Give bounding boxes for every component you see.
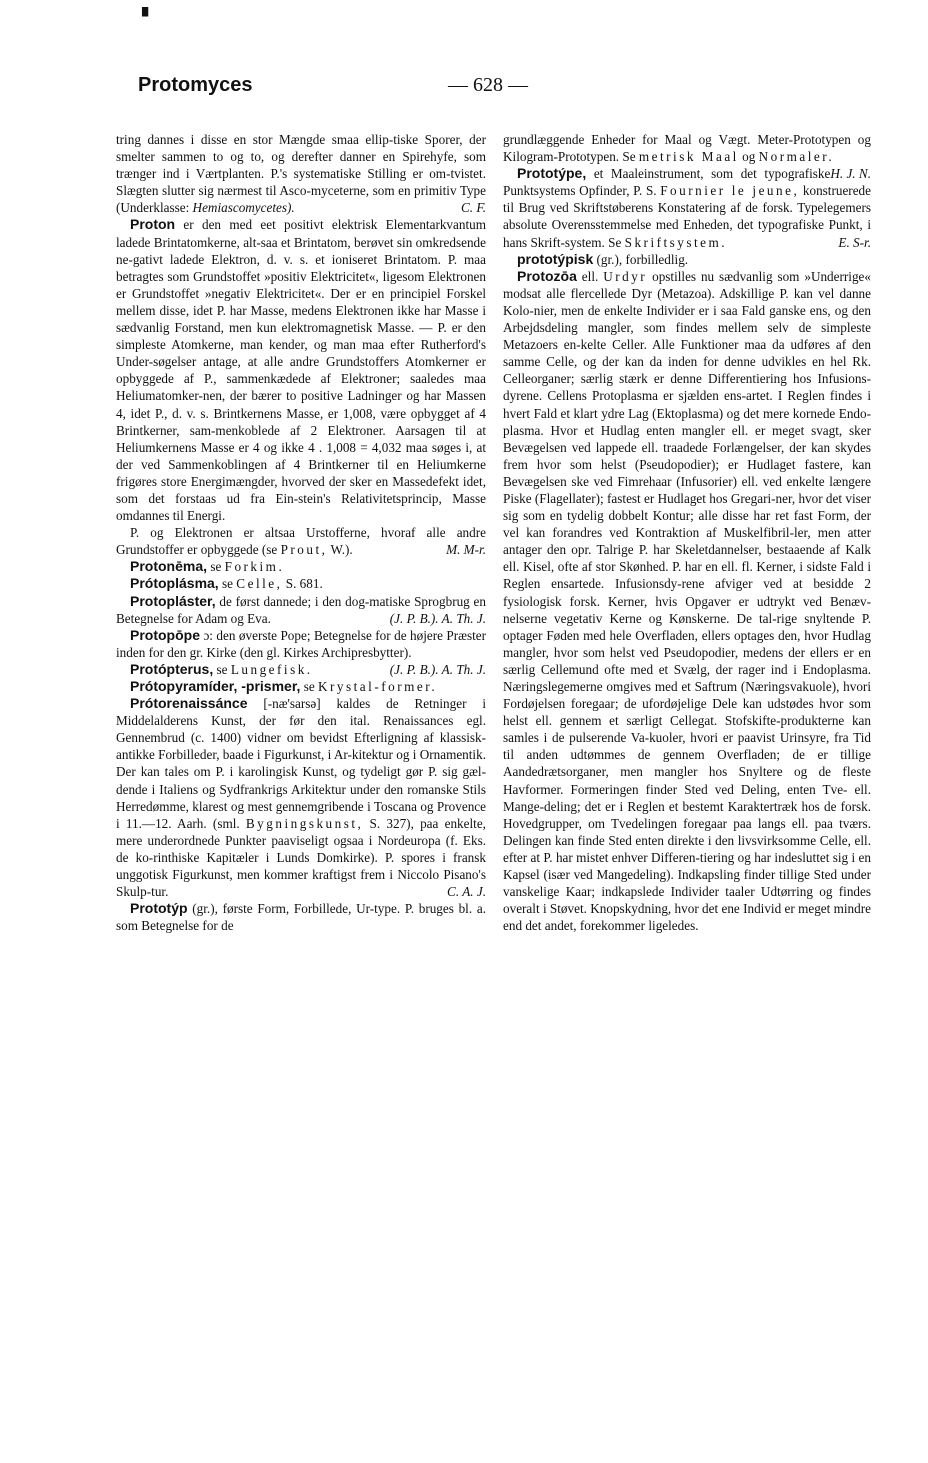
headword: Protozōa (517, 267, 577, 284)
cross-reference: Lungefisk. (230, 661, 313, 677)
headword: Protopláster, (130, 592, 216, 609)
headword: prototýpisk (517, 250, 594, 267)
entry-protoplaster: Protopláster, de først dannede; i den dog-matiske Sprogbrug en Betegnelse for Adam og Eva. (J. P. B.). A. Th. J. (116, 592, 486, 626)
running-head: Protomyces (138, 74, 253, 96)
signature: (J. P. B.). A. Th. J. (389, 661, 486, 677)
headword: Prótoplásma, (130, 575, 219, 592)
signature: C. F. (460, 200, 486, 216)
entry-protomyces-continuation: tring dannes i disse en stor Mængde smaa ellip-tiske Sporer, der smelter sammen to og to, og derefter danner en Spirehyfe, som trænger ind i Værtplanten. P.'s systematiske Stilling er om-tvistet. Slægten slutter sig nærmest til Asco-myceterne, som en primitiv Type (Underklasse: Hemiascomycetes). C. F. (116, 132, 486, 216)
signature: C. A. J. (447, 884, 486, 900)
cross-reference: Normaler. (758, 149, 835, 165)
signature: M. M-r. (446, 542, 486, 558)
cross-reference: Forkim. (224, 559, 285, 575)
entry-prototype: Prototýpe, et Maaleinstrument, som det typografiske Punktsystems Opfinder, P. S. Fournier le jeune, konstruerede til Brug ved Skriftstøberens Konstatering af de forsk. Typelegemers absolute Overensstemmelse med Enheden, det typografiske Punkt, i hans Skrift-system. Se Skriftsystem. E. S-r. (503, 165, 871, 250)
entry-proton-paragraph-2: P. og Elektronen er altsaa Urstofferne, hvoraf alle andre Grundstoffer er opbyggede (se Prout, W.). M. M-r. (116, 525, 486, 558)
headword: Protonēma, (130, 558, 208, 575)
synonym: Urdyr (603, 268, 648, 284)
entry-protopyramider: Prótopyramíder, -prismer, se Krystal-former. (130, 678, 438, 694)
signature: E. S-r. (838, 234, 871, 250)
signature: H. J. N. (830, 166, 871, 182)
headword: Prótorenaissánce (130, 695, 248, 712)
entry-protorenaissance: Prótorenaissánce [-næ'sarsə] kaldes de Retninger i Middelalderens Kunst, der før den ital. Renaissances egl. Gennembrud (c. 1400) vidner om bevidst Efterligning af klassisk-antikke Forbilleder, baade i Figurkunst, i Ar-kitektur og i Ornamentik. Der kan tales om P. i karolingisk Kunst, og tydeligt gør P. sig gæl-dende i Italiens og Sydfrankrigs Arkitektur under den romanske Stils Herredømme, klarest og mest gennemgribende i Toscana og Provence i 11.—12. Aarh. (sml. Bygningskunst, S. 327), paa enkelte, mere underordnede Punkter paaviseligt ogsaa i Nordeuropa (f. Eks. de ko-rinthiske Kapitæler i Lunds Domkirke). P. spores i fransk unggotisk Figurkunst, men kommer kraftigst frem i Niccolo Pisano's Skulp-tur. C. A. J. (116, 695, 486, 900)
entry-protonema: Protonēma, se Forkim. (130, 558, 285, 575)
headword: Protópterus, (130, 660, 214, 677)
entry-prototyp: Prototýp (gr.), første Form, Forbillede, Ur-type. P. bruges bl. a. som Betegnelse for de (116, 900, 486, 934)
headword: Prototýp (130, 900, 188, 917)
entry-proton: Proton er den med eet positivt elektrisk Elementarkvantum ladede Brintatomkerne, alt-saa et Brintatom, berøvet sin omkredsende ne-gativt ladede Elektron, d. v. s. et ioniseret Brintatom. P. maa betragtes som Grundstoffet »positiv Elektricitet«, ligesom Elektronen er Grundstoffet »negativ Elektricitet«. Der er en principiel Forskel mellem disse, idet P. har Masse, medens Elektronen ikke har Masse i sædvanlig Forstand, men kun elektromagnetisk Masse. — P. er den simpleste Atomkerne, man kender, og man maa efter Rutherford's Under-søgelser antage, at alle andre Grundstoffers Atomkerner er opbyggede af P., sammenkædede af Elektroner; saaledes maa Heliumatomker-nen, der bærer to positive Ladninger og har Massen 4, idet P., d. v. s. Brintkernens Masse, er 1,008, være opbygget af 4 Brintkerner, sam-menkoblede af 2 Elektroner. Aarsagen til at Heliumkernens Masse er 4 og ikke 4 . 1,008 = 4,032 maa søges i, at der ved Sammenkoblingen af 4 Brintkerner til en Heliumkerne frigøres store Energimængder, hvorved der sker en Massedefekt idet, som det forstaas ud fra Ein-stein's Relativitetsprincip, Masse omdannes til Energi. (116, 216, 486, 524)
page-number: — 628 — (448, 74, 528, 96)
entry-protopope: Protopōpe ɔ: den øverste Pope; Betegnelse for de højere Præster inden for den gr. Kirke (den gl. Kirkes Archipresbytter). (J. P. B.). A. Th. J. (116, 626, 486, 677)
entry-protopterus: Protópterus, se Lungefisk. (130, 660, 313, 677)
signature: (J. P. B.). A. Th. J. (389, 610, 486, 626)
left-column (116, 131, 486, 934)
headword: Proton (130, 216, 176, 233)
person-name: Fournier le jeune, (660, 183, 800, 199)
headword: Prótopyramíder, -prismer, (130, 678, 301, 694)
headword: Protopōpe (130, 626, 200, 643)
entry-protoplasma: Prótoplásma, se Celle, S. 681. (130, 575, 323, 592)
entry-prototypisk: prototýpisk (gr.), forbilledlig. (517, 250, 689, 267)
page-mark: ▘ (142, 9, 155, 26)
entry-protozoa: Protozōa ell. Urdyr opstilles nu sædvanlig som »Underrige« modsat alle flercellede Dyr (Metazoa). Adskillige P. kan vel danne Kolo-nier, men de enkelte Individer er i saa Fald ganske ens, og den Arbejdsdeling mangler, som findes mellem selv de simpleste Metazoers en-kelte Celler. Alle Funktioner maa da udføres af den samme Celle, og der kan da inden for denne udvikles en hel Rk. Celleorganer; særlig stærk er denne Differentiering hos Infusions-dyrene. Cellens Protoplasma er sjælden ens-artet. I Reglen findes i hvert Fald et klart ydre Lag (Ektoplasma) og det mere kornede Endo-plasma. Hvor et Hudlag enten mangler ell. er meget svagt, sker Bevægelsen ved lappede ell. traadede Forlængelser, der kan skydes frem hvor som helst (Pseudopodier); er Hudlaget fastere, kan Bevægelsen ske ved Fimrehaar (Infusorier) ell. ved enkelte længere Piske (Flagellater); fastest er Hudlaget hos Gregari-ner, hvor det viser sig som en tydelig dobbelt Kontur; alle disse har ret fast Form, der vel kan forandres ved Kontraktion af Muskelfibril-ler, men atter antager den opr. Talrige P. har Skeletdannelser, bestaaende af Kalk ell. Kisel, ofte af stor Skønhed. P. har en ell. fl. Kerner, i sidste Fald i Reglen ensartede. Infusionsdy-rene afviger ved at besidde 2 fysiologisk forsk. Kerner, hvis Opgaver er udtrykt ved Benæv-nelserne vegetativ Kerne og Kønskerne. De tal-rige snyltende P. optager Føden med hele Overfladen, ellers optages den, hvor Hudlag mangler, hvor som helst ved Pseudopodier, medens der ellers er en særlig Cellemund ofte med et Svælg, der rager ind i Endoplasma. Næringslegemerne omgives med et Saftrum (Næringsvakuole), hvori Fordøjelsen foregaar; de ufordøjelige Dele kan udstødes hvor som helst ell. gennem et særligt Cellegat. Stofskifte-produkterne kan samles i de pulserende Va-kuoler, hvori er paavist Urinsyre, fra Tid til anden udtømmes de gennem Overfladen; de er tillige Aandedrætsorganer, men mangler hos Snyltere og de fleste Havformer. Formeringen finder Sted ved Deling, enten Tve- ell. Mange-deling; det er i Reglen et bestemt Karaktertræk hos de forsk. Hovedgrupper, om Tvedelingen foregaar paa langs ell. paa tværs. Delingen kan finde Sted enten direkte i den livsvirksomme Celle, ell. efter at P. har mistet enhver Differen-tiering og har indesluttet sig i en Kapsel (især ved Mangedeling). Indkapsling finder tillige Sted under vanskelige Kaar; indkapslede Individer taaler Udtørring og findes overalt i Støvet. Knopskydning, hvor det ene Individ er meget mindre end det andet, forekommer ligeledes. (503, 267, 871, 934)
cross-reference: Bygningskunst, (245, 815, 364, 831)
cross-reference: Celle, (236, 576, 283, 592)
entry-prototyp-continuation: grundlæggende Enheder for Maal og Vægt. Meter-Prototypen og Kilogram-Prototypen. Se metrisk Maal og Normaler. H. J. N. (503, 132, 871, 182)
cross-reference: Prout, (280, 542, 328, 558)
cross-reference: metrisk Maal (638, 149, 739, 165)
cross-reference: Skriftsystem. (624, 234, 728, 250)
headword: Prototýpe, (517, 165, 587, 182)
cross-reference: Krystal-former. (318, 679, 438, 694)
right-column (503, 131, 871, 934)
